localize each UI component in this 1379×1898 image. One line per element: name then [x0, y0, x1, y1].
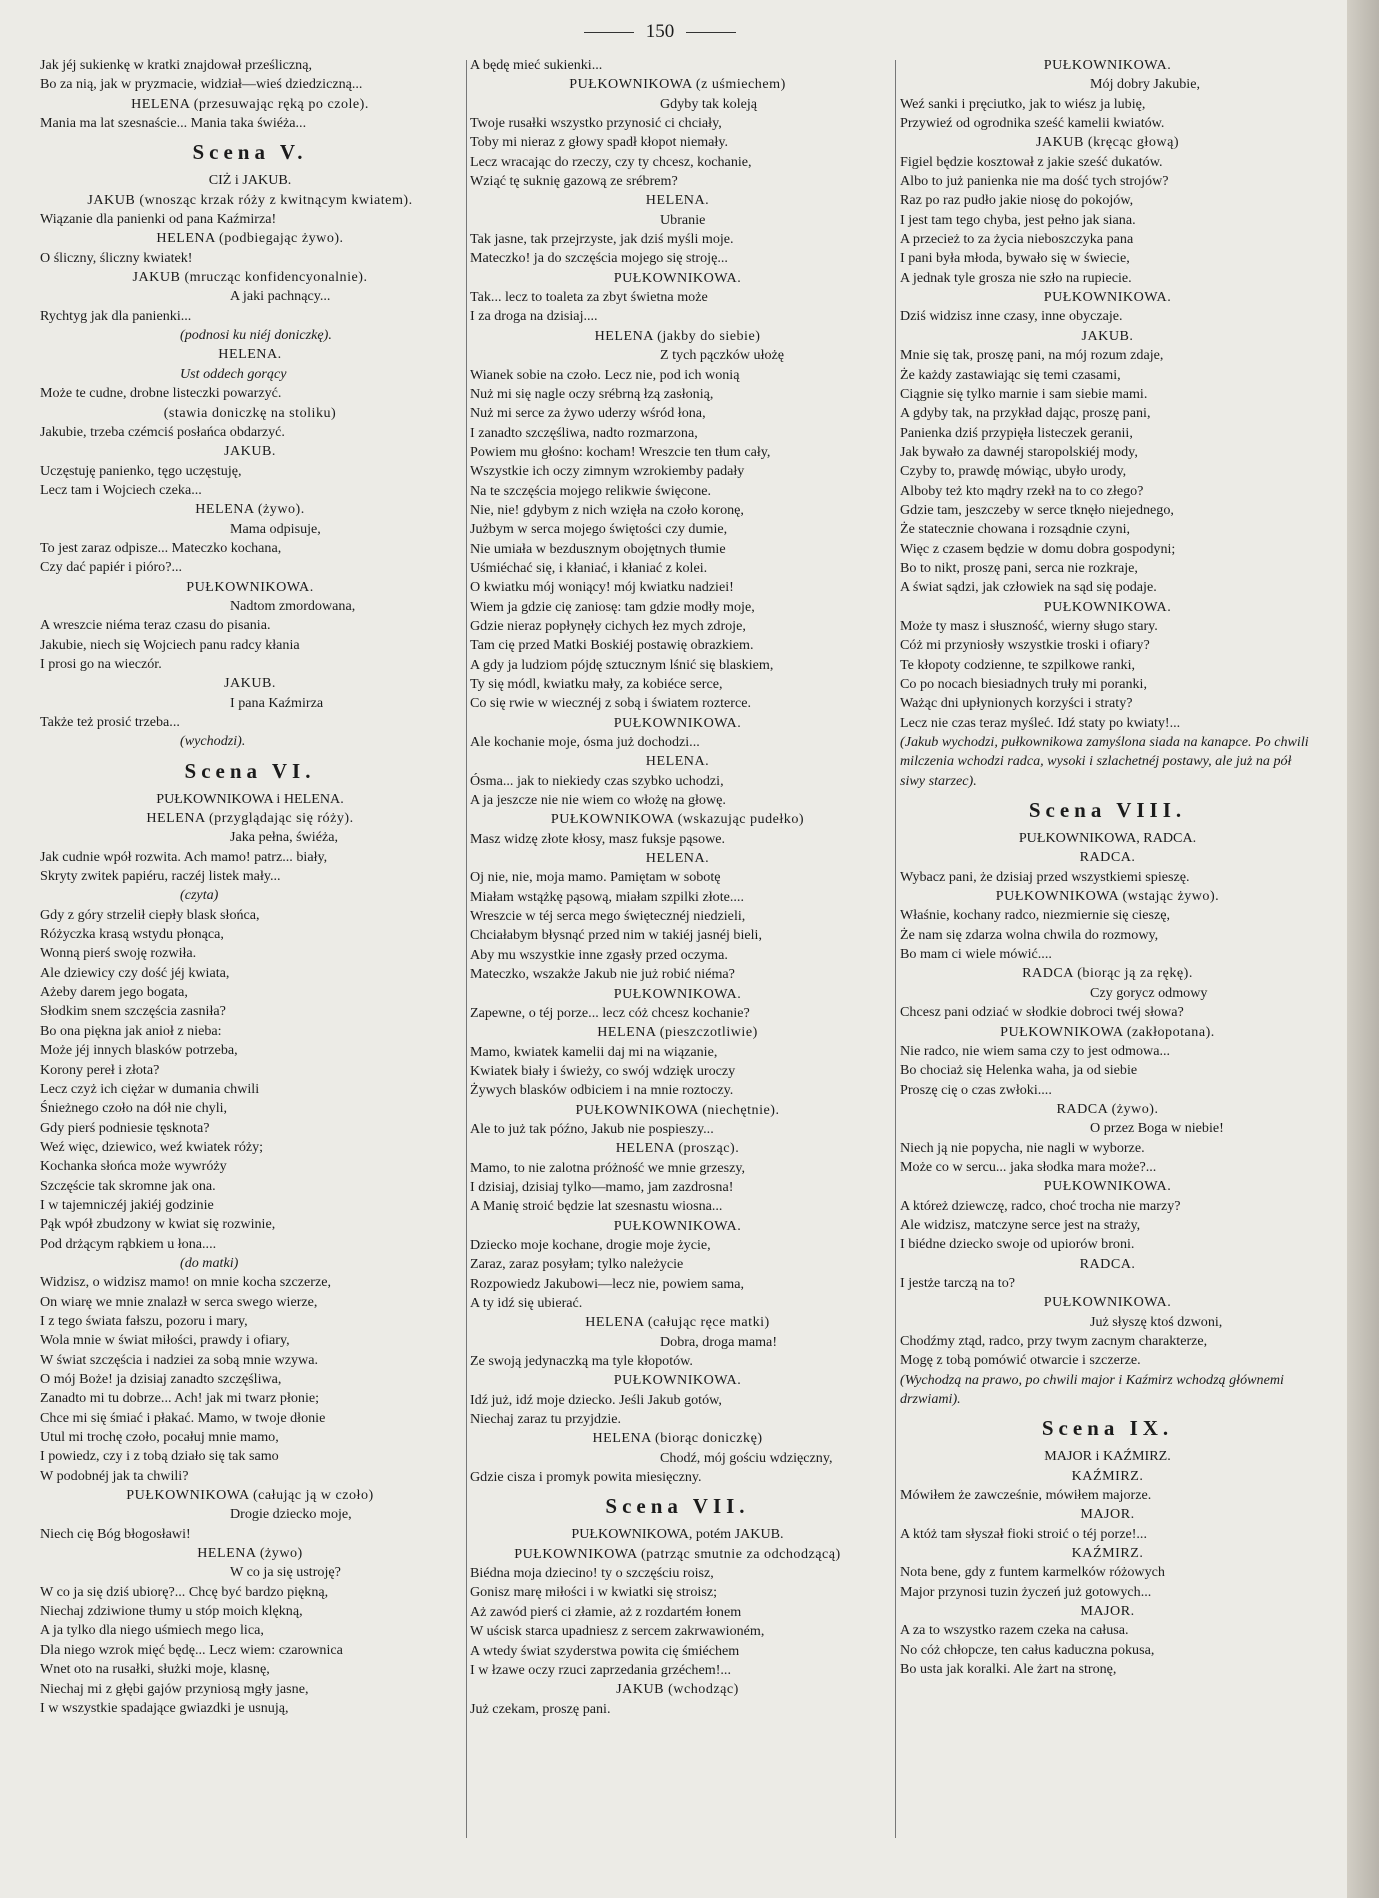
- verse-line: Wola mnie w świat miłości, prawdy i ofiary,: [40, 1332, 290, 1349]
- speaker-line: KAŹMIRZ.: [1071, 1467, 1144, 1484]
- verse-line: Pąk wpół zbudzony w kwiat się rozwinie,: [40, 1216, 276, 1233]
- stage-direction: Ust oddech gorący: [180, 365, 287, 382]
- cast-line: MAJOR i KAŹMIRZ.: [1044, 1448, 1171, 1465]
- verse-line: Ciągnie się tylko marnie i sam siebie mami.: [900, 385, 1148, 402]
- verse-line: O śliczny, śliczny kwiatek!: [40, 249, 193, 266]
- verse-line: Jak jéj sukienkę w kratki znajdował prześliczną,: [40, 57, 312, 73]
- verse-line: Dziecko moje kochane, drogie moje życie,: [470, 1236, 711, 1253]
- verse-line: A któż tam słyszał fioki stroić o téj porze!...: [900, 1525, 1147, 1542]
- text-column-3: [900, 56, 1315, 1886]
- page-header: [560, 18, 760, 46]
- verse-line: Nadtom zmordowana,: [230, 597, 356, 614]
- verse-line: Może jéj innych blasków potrzeba,: [40, 1042, 238, 1059]
- verse-line: Miałam wstążkę pąsową, miałam szpilki złote....: [470, 888, 744, 905]
- speaker-line: HELENA (prosząc).: [615, 1140, 740, 1157]
- verse-line: Rozpowiedz Jakubowi—lecz nie, powiem sama,: [470, 1275, 744, 1292]
- verse-line: Biédna moja dziecino! ty o szczęściu roisz,: [470, 1565, 714, 1582]
- verse-line: Albo to już panienka nie ma dość tych strojów?: [900, 173, 1169, 190]
- speaker-line: HELENA (jakby do siebie): [594, 327, 761, 344]
- verse-line: Mama odpisuje,: [230, 520, 321, 537]
- verse-line: Czy gorycz odmowy: [1090, 984, 1208, 1001]
- verse-line: A Manię stroić będzie lat szesnastu wiosna...: [470, 1198, 723, 1215]
- verse-line: Lecz czyż ich ciężar w dumania chwili: [40, 1080, 260, 1097]
- verse-line: Powiem mu głośno: kocham! Wreszcie ten tłum cały,: [470, 443, 771, 460]
- speaker-line: JAKUB.: [224, 443, 276, 460]
- verse-line: Wiązanie dla panienki od pana Kaźmirza!: [40, 211, 277, 228]
- verse-line: Lecz nie czas teraz myśleć. Idź staty po kwiaty!...: [900, 714, 1181, 731]
- verse-line: Już słyszę ktoś dzwoni,: [1090, 1313, 1223, 1330]
- verse-line: Tak jasne, tak przejrzyste, jak dziś myśli moje.: [470, 231, 734, 248]
- cast-line: PUŁKOWNIKOWA i HELENA.: [156, 790, 344, 807]
- verse-line: Co po nocach biesiadnych truły mi poranki,: [900, 676, 1147, 692]
- verse-line: Śnieżnego czoło na dół nie chyli,: [40, 1100, 228, 1117]
- speaker-line: HELENA.: [645, 850, 710, 867]
- verse-line: Lecz wracając do rzeczy, czy ty chcesz, kochanie,: [470, 153, 752, 170]
- speaker-line: JAKUB.: [1081, 327, 1134, 344]
- page-edge: [1347, 0, 1379, 1898]
- verse-line: I w łzawe oczy rzuci zaprzedania grzéchem!...: [470, 1661, 731, 1678]
- verse-line: Wianek sobie na czoło. Lecz nie, pod ich wonią: [470, 366, 740, 383]
- verse-line: Nie, nie! gdybym z nich wzięła na czoło koronę,: [470, 501, 744, 518]
- verse-line: Utul mi trochę czoło, pocałuj mnie mamo,: [40, 1429, 279, 1446]
- speaker-line: PUŁKOWNIKOWA (z uśmiechem): [569, 76, 786, 93]
- verse-line: Wziąć tę suknię gazową ze srébrem?: [470, 173, 678, 190]
- scene-heading: Scena IX.: [1041, 1416, 1174, 1441]
- stage-direction: (Jakub wychodzi, pułkownikowa zamyślona siada na kanapce. Po chwili milczenia wchodzi radca, wysoki i szlachetnéj postawy, ale już na pół siwy starzec).: [900, 734, 1309, 789]
- verse-line: Może te cudne, drobne listeczki powarzyć.: [40, 385, 282, 402]
- verse-line: W co ja się ustroję?: [230, 1564, 341, 1581]
- verse-line: Niechaj zdziwione tłumy u stóp moich klękną,: [40, 1603, 303, 1620]
- verse-line: Alboby też kto mądry rzekł na to co złego?: [900, 482, 1144, 499]
- stage-direction: (do matki): [180, 1254, 239, 1271]
- verse-line: Proszę cię o czas zwłoki....: [900, 1081, 1052, 1098]
- text-column-1: [40, 56, 460, 1886]
- verse-line: W co ja się dziś ubiorę?... Chcę być bardzo piękną,: [40, 1583, 329, 1600]
- verse-line: I z tego świata fałszu, pozoru i mary,: [40, 1312, 248, 1329]
- verse-line: Gdzie nieraz popłynęły cichych łez mych zdroje,: [470, 617, 746, 634]
- verse-line: Twoje rusałki wszystko przynosić ci chciały,: [470, 115, 722, 132]
- verse-line: Gdy pierś podniesie tęsknota?: [40, 1119, 210, 1136]
- verse-line: Zaraz, zaraz posyłam; tylko należycie: [470, 1256, 684, 1273]
- speaker-line: HELENA.: [645, 753, 710, 770]
- verse-line: Ubranie: [660, 211, 706, 228]
- verse-line: Ty się módl, kwiatku mały, za kobiéce serce,: [470, 676, 723, 692]
- verse-line: Jakubie, niech się Wojciech panu radcy kłania: [40, 636, 300, 653]
- verse-line: W podobnéj jak ta chwili?: [40, 1467, 189, 1484]
- verse-line: Chodź, mój gościu wdzięczny,: [660, 1449, 833, 1466]
- speaker-line: PUŁKOWNIKOWA.: [1043, 598, 1172, 615]
- scene-heading: Scena VI.: [184, 758, 316, 783]
- verse-line: Bo chociaż się Helenka waha, ja od siebie: [900, 1062, 1138, 1079]
- verse-line: Jaka pełna, świéża,: [230, 829, 339, 846]
- verse-line: Na te szczęścia mojego relikwie święcone.: [470, 482, 712, 499]
- verse-line: Niechaj mi z głębi gajów przyniosą mgły jasne,: [40, 1680, 309, 1697]
- verse-line: I prosi go na wieczór.: [40, 655, 162, 672]
- verse-line: Dziś widzisz inne czasy, inne obyczaje.: [900, 308, 1123, 325]
- verse-line: Wiem ja gdzie cię zaniosę: tam gdzie modły moje,: [470, 598, 755, 615]
- verse-line: Zapewne, o téj porze... lecz cóż chcesz kochanie?: [470, 1004, 750, 1021]
- verse-line: Już czekam, proszę pani.: [470, 1700, 611, 1717]
- verse-line: Ale kochanie moje, ósma już dochodzi...: [470, 734, 700, 751]
- cast-line: CIŻ i JAKUB.: [208, 172, 292, 189]
- verse-line: Że każdy zastawiając się temi czasami,: [900, 366, 1121, 383]
- verse-line: Niechaj zaraz tu przyjdzie.: [470, 1411, 622, 1428]
- verse-line: Nie umiała w bezdusznym obojętnych tłumie: [470, 540, 726, 557]
- verse-line: Mamo, kwiatek kamelii daj mi na wiązanie,: [470, 1043, 718, 1060]
- speaker-line: MAJOR.: [1080, 1603, 1135, 1620]
- verse-line: Czy dać papiér i pióro?...: [40, 559, 183, 576]
- verse-line: Uśmiéchać się, i kłaniać, i kłaniać z kolei.: [470, 559, 708, 576]
- verse-line: Mówiłem że zawcześnie, mówiłem majorze.: [900, 1487, 1152, 1504]
- verse-line: Nuż mi serce za żywo uderzy wśród łona,: [470, 405, 706, 422]
- verse-line: A któreż dziewczę, radco, choć trocha nie marzy?: [900, 1197, 1181, 1214]
- verse-line: Przywieź od ogrodnika sześć kamelii kwiatów.: [900, 115, 1165, 132]
- verse-line: I powiedz, czy i z tobą działo się tak samo: [40, 1448, 279, 1465]
- verse-line: Żywych blasków odbiciem i na mnie roztoczy.: [470, 1082, 734, 1099]
- stage-direction: (podnosi ku niéj doniczkę).: [180, 327, 332, 344]
- verse-line: Te kłopoty codzienne, te szpilkowe ranki,: [900, 656, 1136, 673]
- verse-line: Kochanka słońca może wywróży: [40, 1158, 227, 1175]
- speaker-line: HELENA (przesuwając ręką po czole).: [131, 95, 369, 112]
- speaker-line: PUŁKOWNIKOWA.: [1043, 289, 1172, 306]
- verse-line: O przez Boga w niebie!: [1090, 1120, 1224, 1137]
- verse-line: I pani była młoda, bywało się w świecie,: [900, 250, 1130, 267]
- verse-line: Bo to nikt, proszę pani, serca nie rozkraje,: [900, 559, 1138, 576]
- verse-line: Mogę z tobą pomówić otwarcie i szczerze.: [900, 1352, 1141, 1369]
- verse-line: No cóż chłopcze, ten całus kaduczna pokusa,: [900, 1641, 1155, 1658]
- verse-line: Jakubie, trzeba czémciś posłańca obdarzyć.: [40, 423, 285, 440]
- speaker-line: JAKUB (kręcąc głową): [1035, 134, 1180, 151]
- verse-line: Że statecznie chowana i rozsądnie czyni,: [900, 521, 1131, 538]
- text-column-2: [470, 56, 885, 1886]
- speaker-line: HELENA (żywo): [197, 1545, 303, 1562]
- verse-line: Co się rwie w wiecznéj z sobą i światem rozterce.: [470, 695, 751, 712]
- column-divider: [466, 60, 467, 1838]
- speaker-line: PUŁKOWNIKOWA.: [1043, 1178, 1172, 1195]
- verse-line: Wreszcie w téj serca mego święteczn​éj niedzieli,: [470, 908, 746, 925]
- cast-line: PUŁKOWNIKOWA, potém JAKUB.: [571, 1526, 784, 1543]
- verse-line: Chciałabym błysnąć przed nim w takiéj jasnéj bieli,: [470, 927, 762, 944]
- verse-line: I jestże tarczą na to?: [900, 1274, 1016, 1291]
- verse-line: Może co w sercu... jaka słodka mara może?...: [900, 1158, 1157, 1175]
- verse-line: Wybacz pani, że dzisiaj przed wszystkiemi spieszę.: [900, 868, 1190, 885]
- verse-line: A za to wszystko razem czeka na całusa.: [900, 1622, 1129, 1639]
- verse-line: Więc z czasem będzie w domu dobra gospodyni;: [900, 540, 1176, 557]
- speaker-line: HELENA (żywo).: [195, 501, 305, 518]
- speaker-line: PUŁKOWNIKOWA.: [1043, 1294, 1172, 1311]
- verse-line: I dzisiaj, dzisiaj tylko—mamo, jam zazdrosna!: [470, 1178, 734, 1195]
- verse-line: Niech cię Bóg błogosławi!: [40, 1525, 191, 1542]
- verse-line: Szczęście tak skromne jak ona.: [40, 1177, 216, 1194]
- speaker-line: PUŁKOWNIKOWA (wstając żywo).: [995, 888, 1220, 905]
- verse-line: Jak bywało za dawnéj staropolskiéj mody,: [900, 443, 1138, 460]
- verse-line: A ja tylko dla niego uśmiech mego lica,: [40, 1622, 264, 1639]
- verse-line: Weź więc, dziewico, weź kwiatek róży;: [40, 1138, 264, 1155]
- verse-line: Lecz tam i Wojciech czeka...: [40, 481, 202, 498]
- verse-line: Słodkim snem szczęścia zasniła?: [40, 1003, 226, 1020]
- verse-line: Gdyby tak koleją: [660, 95, 758, 112]
- verse-line: Aż zawód pierś ci złamie, aż z rozdartém łonem: [470, 1603, 742, 1620]
- verse-line: W świat szczęścia i nadziei za sobą mnie wzywa.: [40, 1351, 318, 1368]
- verse-line: A wtedy świat szyderstwa powita cię śmiéchem: [470, 1642, 740, 1659]
- stage-direction: (czyta): [180, 887, 219, 904]
- verse-line: A wreszcie niéma teraz czasu do pisania.: [40, 617, 271, 634]
- verse-line: A jednak tyle grosza nie szło na rupiecie.: [900, 269, 1132, 286]
- verse-line: Niech ją nie popycha, nie nagli w wyborze.: [900, 1139, 1145, 1156]
- verse-line: Z tych pączków ułożę: [660, 347, 785, 364]
- verse-line: I jest tam tego chyba, jest pełno jak siana.: [900, 211, 1136, 228]
- verse-line: Gdzie cisza i promyk powita miesięczny.: [470, 1469, 702, 1486]
- verse-line: Dla niego wzrok mięć będę... Lecz wiem: czarownica: [40, 1641, 343, 1658]
- verse-line: Major przynosi tuzin życzeń już gotowych...: [900, 1583, 1152, 1600]
- speaker-line: PUŁKOWNIKOWA (wskazując pudełko): [550, 811, 805, 828]
- verse-line: Panienka dziś przypięła listeczek geranii,: [900, 424, 1133, 441]
- speaker-line: HELENA (całując ręce matki): [585, 1314, 770, 1331]
- verse-line: Dobra, droga mama!: [660, 1333, 778, 1350]
- verse-line: To jest zaraz odpisze... Mateczko kochana,: [40, 539, 282, 556]
- verse-line: Mój dobry Jakubie,: [1090, 76, 1200, 93]
- column-divider: [895, 60, 896, 1838]
- verse-line: Może ty masz i słuszność, wierny sługo stary.: [900, 617, 1158, 634]
- verse-line: A gdy ja ludziom pójdę sztucznym lśnić się blaskiem,: [470, 656, 774, 673]
- verse-line: I pana Kaźmirza: [230, 694, 324, 711]
- verse-line: Nota bene, gdy z funtem karmelków różowych: [900, 1564, 1165, 1581]
- verse-line: Jużbym w serca mojego świętości czy dumie,: [470, 521, 728, 538]
- scene-heading: Scena VIII.: [1028, 798, 1187, 823]
- speaker-line: RADCA.: [1079, 1255, 1136, 1272]
- speaker-line: PUŁKOWNIKOWA (zakłopotana).: [1000, 1023, 1215, 1040]
- verse-line: O kwiatku mój woniący! mój kwiatku nadziei!: [470, 579, 734, 596]
- speaker-line: RADCA (biorąc ją za rękę).: [1022, 965, 1193, 982]
- verse-line: Wnet oto na rusałki, służki moje, klasnę,: [40, 1661, 270, 1678]
- verse-line: Mateczko, wszakże Jakub nie już robić niéma?: [470, 966, 735, 983]
- speaker-line: PUŁKOWNIKOWA.: [613, 1217, 742, 1234]
- verse-line: Wonną pierś swoję rozwiła.: [40, 945, 197, 962]
- speaker-line: HELENA.: [645, 192, 710, 209]
- verse-line: Mnie się tak, proszę pani, na mój rozum zdaje,: [900, 347, 1164, 364]
- verse-line: Chcesz pani odziać w słodkie dobroci twéj słowa?: [900, 1004, 1184, 1021]
- speaker-line: HELENA.: [218, 346, 282, 363]
- verse-line: Gdzie tam, jeszczeby w serce tknęło niejednego,: [900, 501, 1174, 518]
- stage-direction: (wychodzi).: [180, 733, 246, 750]
- header-rule-left: [584, 32, 634, 33]
- speaker-line: RADCA (żywo).: [1056, 1100, 1159, 1117]
- verse-line: Widzisz, o widzisz mamo! on mnie kocha szczerze,: [40, 1274, 331, 1291]
- verse-line: Ażeby darem jego bogata,: [40, 984, 188, 1001]
- verse-line: Bo mam ci wiele mówić....: [900, 946, 1052, 963]
- verse-line: Gdy z góry strzelił ciepły blask słońca,: [40, 906, 260, 923]
- verse-line: Różyczka krasą wstydu płonąca,: [40, 926, 224, 943]
- speaker-line: MAJOR.: [1080, 1506, 1135, 1523]
- speaker-line: KAŹMIRZ.: [1071, 1545, 1144, 1562]
- verse-line: I za droga na dzisiaj....: [470, 308, 598, 325]
- verse-line: Wszystkie ich oczy zimnym wzrokiemby padały: [470, 463, 745, 480]
- cast-line: PUŁKOWNIKOWA, RADCA.: [1018, 830, 1197, 847]
- verse-line: Że nam się zdarza wolna chwila do rozmowy,: [900, 926, 1159, 943]
- speaker-line: (stawia doniczkę na stoliku): [163, 404, 337, 421]
- verse-line: Zanadto mi tu dobrze... Ach! jak mi twarz płonie;: [40, 1390, 320, 1407]
- verse-line: A świat sądzi, jak człowiek na sąd się podaje.: [900, 579, 1157, 596]
- verse-line: Uczęstuję panienko, tęgo uczęstuję,: [40, 462, 242, 479]
- verse-line: Mamo, to nie zalotna próżność we mnie grzeszy,: [470, 1159, 745, 1176]
- speaker-line: PUŁKOWNIKOWA.: [613, 985, 742, 1002]
- verse-line: Także też prosić trzeba...: [40, 714, 180, 730]
- verse-line: Bo za nią, jak w pryzmacie, widział—wieś dziedziczną...: [40, 76, 363, 93]
- verse-line: On wiarę we mnie znalazł w serca swego wierze,: [40, 1293, 318, 1310]
- verse-line: Ale widzisz, matczyne serce jest na straży,: [900, 1216, 1141, 1233]
- verse-line: Ale to już tak późno, Jakub nie pospieszy...: [470, 1120, 714, 1137]
- speaker-line: HELENA (biorąc doniczkę): [592, 1430, 763, 1447]
- verse-line: W uścisk starca upadniesz z sercem zakrwawioném,: [470, 1623, 765, 1640]
- verse-line: Rychtyg jak dla panienki...: [40, 307, 192, 324]
- verse-line: Nie radco, nie wiem sama czy to jest odmowa...: [900, 1042, 1171, 1059]
- verse-line: Ale dziewicy czy dość jéj kwiata,: [40, 964, 230, 981]
- verse-line: Aby mu wszystkie inne zgasły przed oczyma.: [470, 946, 728, 963]
- verse-line: A gdyby tak, na przykład dając, proszę pani,: [900, 405, 1151, 422]
- scene-heading: Scena V.: [192, 140, 308, 165]
- verse-line: Bo usta jak koralki. Ale żart na stronę,: [900, 1661, 1117, 1678]
- verse-line: Raz po raz pudło jakie niosę do pokojów,: [900, 192, 1134, 209]
- verse-line: O mój Boże! ja dzisiaj zanadto szczęśliwa,: [40, 1371, 282, 1387]
- verse-line: Toby mi nieraz z głowy spadł kłopot niemały.: [470, 134, 728, 151]
- speaker-line: PUŁKOWNIKOWA (całując ją w czoło): [126, 1487, 374, 1504]
- verse-line: Jak cudnie wpół rozwita. Ach mamo! patrz... biały,: [40, 848, 328, 865]
- verse-line: Pod drżącym rąbkiem u łona....: [40, 1235, 217, 1252]
- scene-heading: Scena VII.: [605, 1494, 750, 1519]
- verse-line: I biédne dziecko swoje od upiorów broni.: [900, 1236, 1135, 1253]
- speaker-line: JAKUB (mrucząc konfidencyonalnie).: [132, 269, 368, 286]
- verse-line: Mateczko! ja do szczęścia mojego się stroję...: [470, 250, 728, 267]
- verse-line: A ty idź się ubierać.: [470, 1295, 583, 1311]
- verse-line: Właśnie, kochany radco, niezmiernie się cieszę,: [900, 907, 1171, 924]
- verse-line: Weź sanki i pręciutko, jak to wiész ja lubię,: [900, 95, 1146, 112]
- verse-line: Korony pereł i złota?: [40, 1061, 160, 1078]
- verse-line: Bo ona piękna jak anioł z nieba:: [40, 1022, 222, 1039]
- verse-line: Masz widzę złote kłosy, masz fuksje pąsowe.: [470, 830, 726, 847]
- verse-line: A ja jeszcze nie nie wiem co włożę na głowę.: [470, 792, 726, 809]
- speaker-line: JAKUB (wnosząc krzak róży z kwitnącym kwiatem).: [87, 191, 413, 208]
- verse-line: A przecież to za życia nieboszczyka pana: [900, 231, 1134, 248]
- stage-direction: (Wychodzą na prawo, po chwili major i Kaźmirz wchodzą głównemi drzwiami).: [900, 1371, 1284, 1408]
- speaker-line: PUŁKOWNIKOWA.: [186, 578, 314, 595]
- verse-line: Ważąc dni upłynionych korzyści i straty?: [900, 695, 1133, 712]
- verse-line: Kwiatek biały i świeży, co swój wdzięk uroczy: [470, 1062, 736, 1079]
- verse-line: Czyby to, prawdę mówiąc, ubyło urody,: [900, 463, 1127, 480]
- verse-line: I zanadto szczęśliwa, nadto rozmarzona,: [470, 424, 698, 441]
- verse-line: Figiel będzie kosztował z jakie sześć dukatów.: [900, 153, 1163, 170]
- verse-line: Nuż mi się nagle oczy srébrną łzą zasłonią,: [470, 385, 714, 402]
- speaker-line: PUŁKOWNIKOWA.: [613, 1372, 742, 1389]
- speaker-line: JAKUB.: [224, 675, 276, 692]
- speaker-line: PUŁKOWNIKOWA.: [613, 269, 742, 286]
- speaker-line: PUŁKOWNIKOWA.: [1043, 57, 1172, 73]
- verse-line: A będę mieć sukienki...: [470, 57, 603, 73]
- speaker-line: PUŁKOWNIKOWA.: [613, 714, 742, 731]
- speaker-line: PUŁKOWNIKOWA (patrząc smutnie za odchodzącą): [514, 1545, 841, 1562]
- verse-line: I w tajemniczéj jakiéj godzinie: [40, 1196, 214, 1213]
- verse-line: A jaki pachnący...: [230, 288, 331, 305]
- verse-line: Mania ma lat szesnaście... Mania taka świéża...: [40, 115, 307, 132]
- verse-line: Chce mi się śmiać i płakać. Mamo, w twoje dłonie: [40, 1409, 326, 1426]
- speaker-line: HELENA (pieszczotliwie): [597, 1024, 758, 1041]
- verse-line: Drogie dziecko moje,: [230, 1506, 352, 1523]
- verse-line: Tam cię przed Matki Boskiéj postawię obrazkiem.: [470, 637, 754, 654]
- verse-line: Tak... lecz to toaleta za zbyt świetna może: [470, 289, 708, 306]
- speaker-line: JAKUB (wchodząc): [616, 1681, 739, 1698]
- verse-line: I w wszystkie spadające gwiazdki je usnują,: [40, 1699, 289, 1716]
- speaker-line: RADCA.: [1079, 849, 1136, 866]
- verse-line: Chodźmy ztąd, radco, przy twym zacnym charakterze,: [900, 1333, 1208, 1349]
- header-rule-right: [686, 32, 736, 33]
- verse-line: Skryty zwitek papiéru, raczéj listek mały...: [40, 868, 281, 885]
- page-number: 150: [645, 21, 675, 42]
- speaker-line: HELENA (podbiegając żywo).: [156, 230, 344, 247]
- speaker-line: PUŁKOWNIKOWA (niechętnie).: [575, 1101, 780, 1118]
- verse-line: Gonisz marę miłości i w kwiatki się stroisz;: [470, 1584, 717, 1601]
- verse-line: Oj nie, nie, moja mamo. Pamiętam w sobotę: [470, 869, 721, 886]
- verse-line: Idź już, idź moje dziecko. Jeśli Jakub gotów,: [470, 1391, 722, 1408]
- verse-line: Ze swoją jedynaczką ma tyle kłopotów.: [470, 1353, 693, 1370]
- speaker-line: HELENA (przyglądając się róży).: [146, 810, 354, 827]
- verse-line: Cóż mi przyniosły wszystkie troski i ofiary?: [900, 637, 1150, 654]
- verse-line: Ósma... jak to niekiedy czas szybko uchodzi,: [470, 772, 724, 789]
